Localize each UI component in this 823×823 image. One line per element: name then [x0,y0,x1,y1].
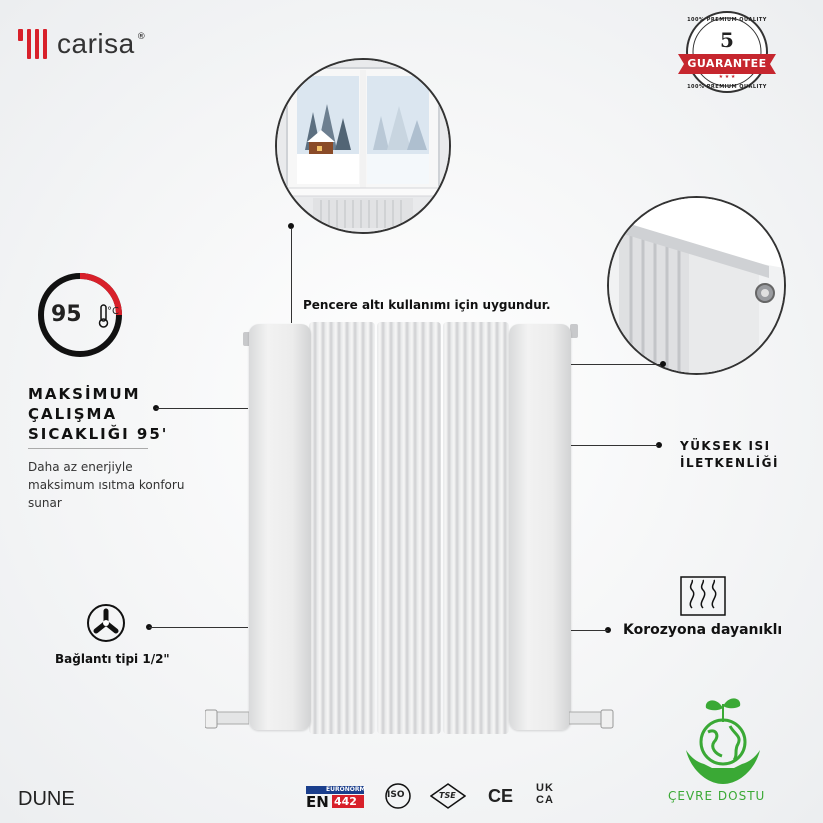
en442-certification: EURONORM EN 442 [306,786,366,811]
ce-certification: CE [488,786,514,806]
tse-certification: TSE [430,783,466,809]
temperature-unit: °C [107,306,119,317]
window-caption: Pencere altı kullanımı için uygundur. [303,298,551,312]
badge-ribbon-text: GUARANTEE [687,57,767,70]
product-name: DUNE [18,788,75,810]
connection-icon [86,603,126,643]
badge-top-text: 100% PREMIUM QUALITY [687,17,767,23]
brand-logo [18,28,146,60]
badge-bottom-text: 100% PREMIUM QUALITY [687,84,767,90]
max-temp-description: Daha az enerjiyle maksimum ısıtma konforu sunar [28,460,185,510]
max-temp-heading: MAKSİMUM ÇALIŞMA SICAKLIĞI 95' [28,385,169,443]
radiator-detail-image [607,196,786,375]
corrosion-label: Korozyona dayanıklı [623,622,783,638]
heat-conductivity-heading: YÜKSEK ISI İLETKENLİĞİ [680,439,779,470]
eco-globe-icon [676,692,770,790]
ukca-certification: UK CA [536,782,554,806]
brand-name: carisa [57,28,135,59]
connection-label: Bağlantı tipi 1/2" [55,652,170,666]
radiator-product-image [243,318,578,736]
brand-registered-mark: ® [136,32,146,42]
temperature-value: 95 [51,302,82,327]
eco-label: ÇEVRE DOSTU [668,789,766,803]
window-scene-image [275,58,451,234]
iso-certification: ISO [384,783,412,809]
guarantee-badge [672,6,782,98]
temperature-gauge [35,270,125,360]
heat-waves-icon [680,576,726,616]
badge-number: 5 [720,28,734,52]
brand-logo-icon [18,29,47,59]
svg-text:★ ★ ★: ★ ★ ★ [718,74,736,80]
